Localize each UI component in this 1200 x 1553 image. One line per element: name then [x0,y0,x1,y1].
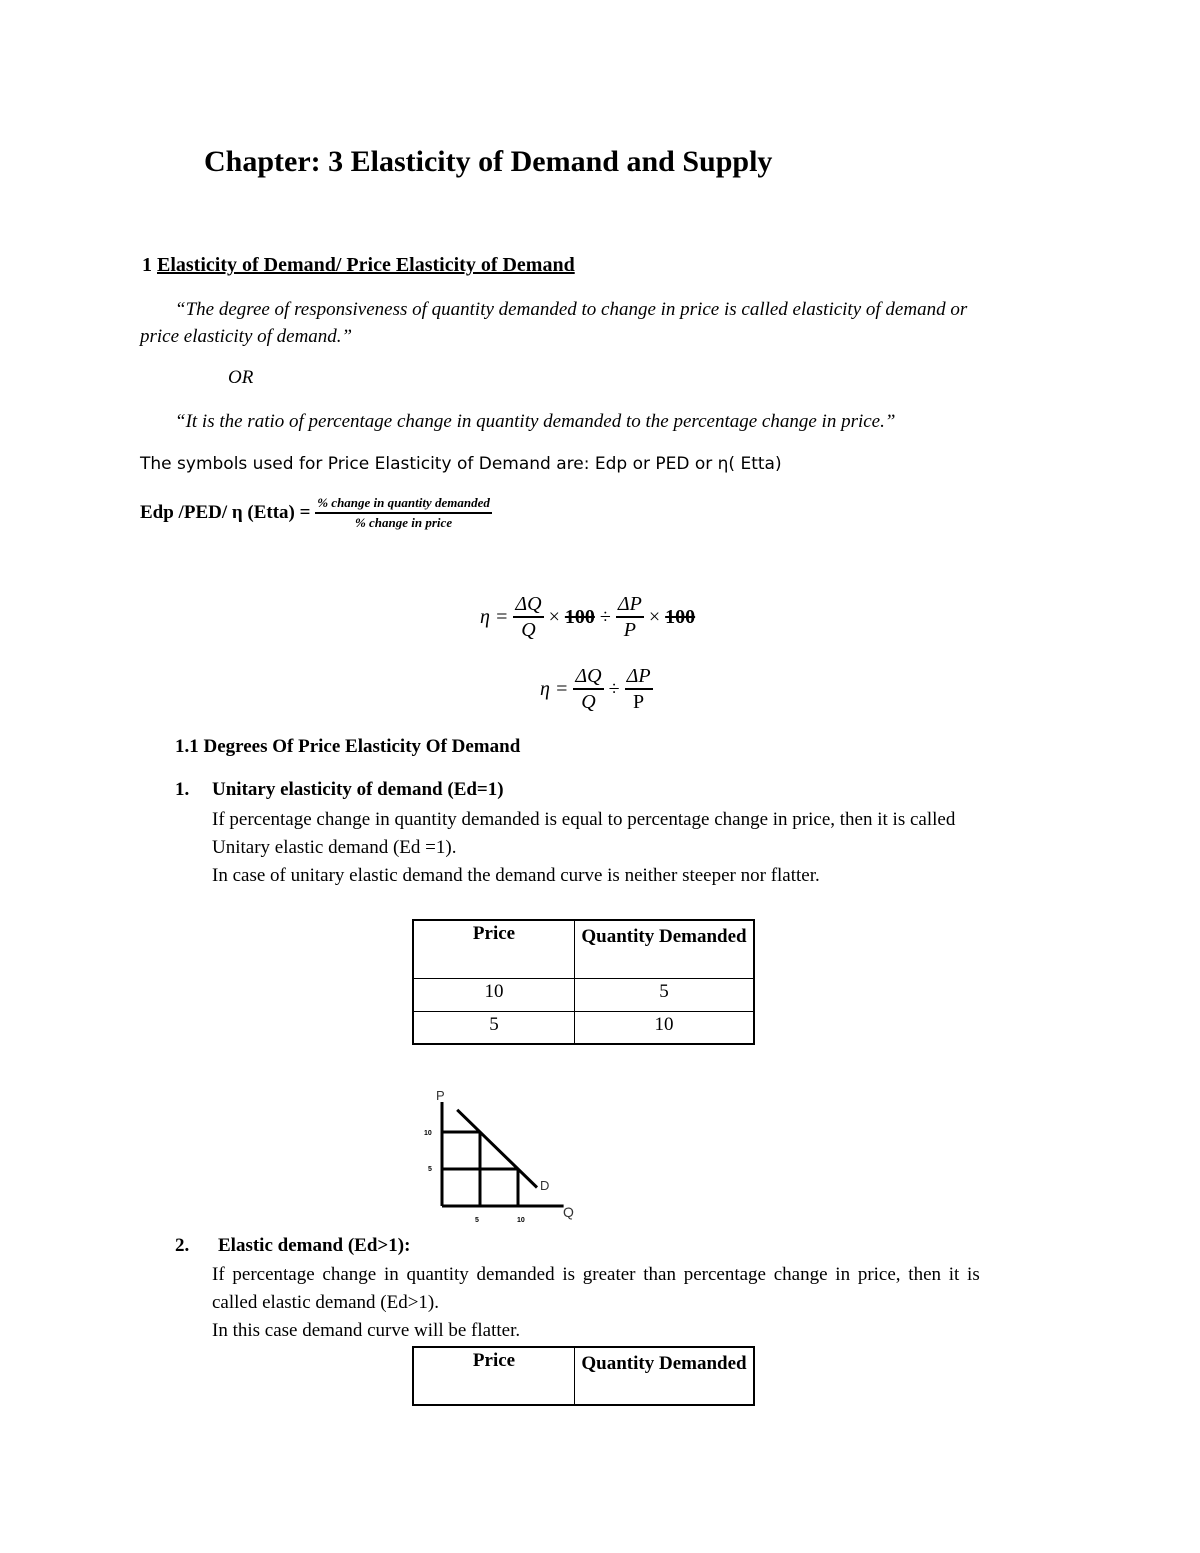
table-row [413,978,754,1011]
item-2-line: If percentage change in quantity demanded is greater than percentage change in price, then it is [212,1264,980,1285]
cell: 10 [575,1011,755,1044]
chapter-title: Chapter: 3 Elasticity of Demand and Supply [204,145,773,178]
item-1-heading: Unitary elasticity of demand (Ed=1) [212,779,504,800]
x-tick: 5 [475,1217,479,1224]
eta-lhs: η = [480,606,509,628]
header-price: Price [413,1347,575,1405]
item-2-line: In this case demand curve will be flatter. [212,1320,521,1341]
eta-formula-simplified [540,664,653,714]
divide: ÷ [608,678,620,700]
ped-formula [140,494,492,532]
p: P [633,691,645,713]
eta-formula-full [480,592,695,642]
p: P [623,619,636,641]
cell: 5 [575,978,755,1011]
delta-q: ΔQ [573,664,603,690]
header-price: Price [413,920,575,978]
delta-p: ΔP [616,592,644,618]
unitary-demand-chart [400,1080,600,1230]
delta-p: ΔP [625,664,653,690]
symbols-text: The symbols used for Price Elasticity of Demand are: Edp or PED or η( Etta) [140,454,782,474]
curve-label: D [540,1178,550,1193]
unitary-table [412,919,755,1045]
delta-q: ΔQ [513,592,543,618]
demand-curve [457,1110,537,1188]
or-text: OR [228,367,254,388]
header-quantity: Quantity Demanded [575,920,755,978]
definition-1-line-2: price elasticity of demand.” [140,326,353,347]
times: × [548,606,560,628]
item-1-line: In case of unitary elastic demand the demand curve is neither steeper nor flatter. [212,865,820,886]
x-axis-label: Q [563,1204,574,1220]
times: × [648,606,661,628]
section-heading-text: Elasticity of Demand/ Price Elasticity of Demand [157,254,575,276]
table-row [413,1011,754,1044]
divide: ÷ [599,606,611,628]
formula-denominator: % change in price [354,515,453,530]
section-number: 1 [142,254,152,276]
definition-2: “It is the ratio of percentage change in quantity demanded to the percentage change in price.” [175,411,896,432]
cell: 10 [413,978,575,1011]
y-axis-label: P [436,1088,445,1103]
subsection-heading: 1.1 Degrees Of Price Elasticity Of Demand [175,736,521,757]
item-1-line: Unitary elastic demand (Ed =1). [212,837,457,858]
elastic-table [412,1346,755,1406]
q: Q [581,691,596,713]
hundred: 100 [564,606,595,628]
item-2-line: called elastic demand (Ed>1). [212,1292,440,1313]
y-tick: 5 [428,1166,432,1173]
item-2-heading: Elastic demand (Ed>1): [218,1235,411,1256]
item-2-number: 2. [175,1235,190,1256]
formula-lhs: Edp /PED/ η (Etta) = [140,502,311,523]
eta-lhs: η = [540,678,569,700]
item-1-number: 1. [175,779,190,800]
cell: 5 [413,1011,575,1044]
x-tick: 10 [517,1217,525,1224]
y-tick: 10 [424,1130,432,1137]
q: Q [521,619,536,641]
header-quantity: Quantity Demanded [575,1347,755,1405]
item-1-line: If percentage change in quantity demanded is equal to percentage change in price, then it is called [212,809,956,830]
hundred: 100 [665,606,696,628]
section-heading [142,253,575,277]
definition-1-line-1: “The degree of responsiveness of quantity demanded to change in price is called elasticity of demand or [175,299,968,320]
formula-numerator: % change in quantity demanded [315,494,492,514]
